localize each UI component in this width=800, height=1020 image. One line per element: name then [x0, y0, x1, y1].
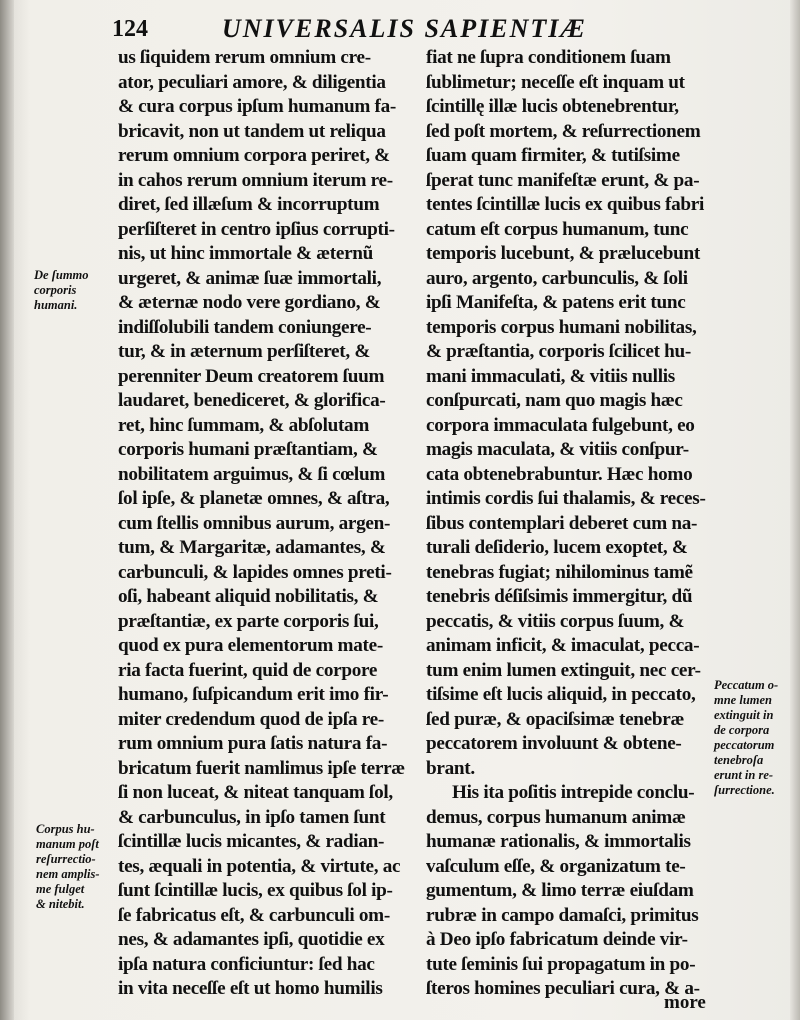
text-line: perſiſteret in centro ipſius corrupti- — [118, 218, 395, 240]
page-number: 124 — [112, 16, 148, 42]
text-line: brant. — [426, 757, 475, 779]
text-line: fiat ne ſupra conditionem ſuam — [426, 47, 671, 68]
text-line: tiſsime eſt lucis aliquid, in peccato, — [426, 684, 696, 705]
text-line: rerum omnium corpora periret, & — [118, 145, 390, 166]
margin-note-line: erunt in re- — [714, 768, 774, 782]
text-line: ſol ipſe, & planetæ omnes, & aſtra, — [118, 488, 390, 509]
margin-note-line: de corpora — [714, 723, 770, 737]
text-line: miter credendum quod de ipſa re- — [118, 708, 384, 730]
text-line: & carbunculus, in ipſo tamen ſunt — [118, 806, 386, 828]
text-line: & præſtantia, corporis ſcilicet hu- — [426, 341, 692, 362]
page-edge — [790, 0, 800, 1020]
margin-note-right-1 — [714, 678, 778, 798]
text-line: urgeret, & animæ ſuæ immortali, — [118, 267, 382, 289]
text-line: corporis humani præſtantiam, & — [118, 439, 378, 460]
text-line: ſperat tunc manifeſtæ erunt, & pa- — [426, 169, 700, 191]
text-line: rum omnium pura ſatis natura fa- — [118, 733, 388, 754]
left-text-column — [118, 46, 410, 1002]
text-line: ſed poſt mortem, & reſurrectionem — [426, 120, 701, 142]
text-line: us ſiquidem rerum omnium cre- — [118, 47, 371, 68]
text-line: quod ex pura elementorum mate- — [118, 635, 383, 656]
text-line: temporis corpus humani nobilitas, — [426, 316, 697, 338]
text-line: rubræ in campo damaſci, primitus — [426, 904, 699, 926]
margin-note-line: nem amplis- — [36, 867, 100, 881]
text-line: ſe fabricatus eſt, & carbunculi om- — [118, 904, 390, 926]
text-line: ſibus contemplari deberet cum na- — [426, 512, 698, 534]
text-line: tur, & in æternum perſiſteret, & — [118, 341, 371, 362]
margin-note-line: Corpus hu- — [36, 822, 95, 836]
text-line: & æternæ nodo vere gordiano, & — [118, 292, 381, 313]
text-line: temporis lucebunt, & prælucebunt — [426, 243, 700, 264]
text-line: tum enim lumen extinguit, nec cer- — [426, 659, 701, 681]
text-line: ſublimetur; neceſſe eſt inquam ut — [426, 71, 685, 93]
text-line: ret, hinc ſummam, & abſolutam — [118, 414, 370, 436]
text-line: & cura corpus ipſum humanum fa- — [118, 96, 397, 117]
text-line: ſcintillæ lucis micantes, & radian- — [118, 831, 385, 852]
running-title: UNIVERSALIS SAPIENTIÆ — [222, 14, 587, 43]
margin-note-line: ſurrectione. — [714, 783, 775, 797]
text-line: animam inficit, & imaculat, pecca- — [426, 635, 700, 656]
page-header — [112, 12, 712, 48]
margin-note-line: me fulget — [36, 882, 85, 896]
text-line: peccatorem involuunt & obtene- — [426, 733, 682, 754]
margin-note-line: & nitebit. — [36, 897, 85, 911]
text-line: ipſi Manifeſta, & patens erit tunc — [426, 292, 686, 313]
text-line: tute ſeminis ſui propagatum in po- — [426, 953, 696, 975]
margin-note-line: humani. — [34, 298, 78, 312]
text-line: carbunculi, & lapides omnes preti- — [118, 561, 392, 583]
text-line: ſuam quam firmiter, & tutiſsime — [426, 145, 680, 166]
text-line: mani immaculati, & vitiis nullis — [426, 365, 675, 387]
binding-gutter — [0, 0, 14, 1020]
margin-note-line: mne lumen — [714, 693, 772, 707]
text-line: indiſſolubili tandem coniungere- — [118, 316, 372, 338]
text-line: præſtantiæ, ex parte corporis ſui, — [118, 610, 379, 632]
text-line: catum eſt corpus humanum, tunc — [426, 218, 689, 240]
margin-note-left-2 — [36, 822, 100, 912]
text-line: ſi non luceat, & niteat tanquam ſol, — [118, 782, 393, 803]
text-line: corpora immaculata fulgebunt, eo — [426, 414, 695, 436]
text-line: cum ſtellis omnibus aurum, argen- — [118, 512, 391, 534]
right-text-column — [426, 46, 716, 1002]
text-line: ſcintillę illæ lucis obtenebrentur, — [426, 96, 679, 117]
text-line: bricatum fuerit namlimus ipſe terræ — [118, 757, 405, 779]
text-line: in cahos rerum omnium iterum re- — [118, 169, 393, 191]
text-line: tenebras fugiat; nihilominus tamẽ — [426, 561, 693, 583]
text-line: tes, æquali in potentia, & virtute, ac — [118, 855, 401, 877]
text-line: demus, corpus humanum animæ — [426, 806, 686, 828]
text-line: gumentum, & limo terræ eiuſdam — [426, 880, 694, 901]
text-line: in vita neceſſe eſt ut homo humilis — [118, 978, 383, 999]
text-line: vaſculum eſſe, & organizatum te- — [426, 855, 686, 877]
text-line: à Deo ipſo fabricatum deinde vir- — [426, 929, 688, 950]
text-line: ſteros homines peculiari cura, & a- — [426, 978, 700, 999]
text-line: tenebris déſiſsimis immergitur, dũ — [426, 586, 693, 607]
margin-note-line: corporis — [34, 283, 77, 297]
text-line: bricavit, non ut tandem ut reliqua — [118, 120, 386, 142]
text-line: perenniter Deum creatorem ſuum — [118, 365, 385, 387]
text-line: intimis cordis ſui thalamis, & reces- — [426, 488, 706, 509]
text-line: peccatis, & vitiis corpus ſuum, & — [426, 610, 685, 632]
text-line: nes, & adamantes ipſi, quotidie ex — [118, 929, 385, 950]
text-line: tum, & Margaritæ, adamantes, & — [118, 537, 386, 558]
margin-note-line: Peccatum o- — [714, 678, 779, 692]
margin-note-line: manum poſt — [36, 837, 99, 851]
margin-note-line: tenebroſa — [714, 753, 764, 767]
text-line: magis maculata, & vitiis conſpur- — [426, 439, 689, 460]
text-line: nobilitatem arguimus, & ſi cœlum — [118, 463, 386, 485]
text-line: nis, ut hinc immortale & æternũ — [118, 243, 374, 264]
margin-note-line: reſurrectio- — [36, 852, 96, 866]
margin-note-left-1 — [34, 268, 89, 313]
text-line: tentes ſcintillæ lucis ex quibus fabri — [426, 194, 705, 215]
text-line: ator, peculiari amore, & diligentia — [118, 71, 386, 93]
text-line: humanæ rationalis, & immortalis — [426, 831, 691, 852]
margin-note-line: De ſummo — [34, 268, 89, 282]
text-line: humano, ſuſpicandum erit imo fir- — [118, 684, 389, 705]
margin-note-line: peccatorum — [714, 738, 775, 752]
text-line: cata obtenebrabuntur. Hæc homo — [426, 463, 693, 485]
text-line: oſi, habeant aliquid nobilitatis, & — [118, 586, 379, 607]
text-line: ipſa natura conficiuntur: ſed hac — [118, 953, 375, 975]
margin-note-line: extinguit in — [714, 708, 774, 722]
text-line: His ita poſitis intrepide conclu- — [452, 782, 695, 803]
text-line: ſed puræ, & opaciſsimæ tenebræ — [426, 708, 685, 730]
text-line: auro, argento, carbunculis, & ſoli — [426, 267, 688, 289]
text-line: conſpurcati, nam quo magis hæc — [426, 390, 683, 411]
text-line: ria facta fuerint, quid de corpore — [118, 659, 378, 681]
text-line: diret, ſed illæſum & incorruptum — [118, 194, 380, 215]
text-line: turali deſiderio, lucem exoptet, & — [426, 537, 688, 558]
text-line: laudaret, benediceret, & glorifica- — [118, 390, 386, 411]
text-line: ſunt ſcintillæ lucis, ex quibus ſol ip- — [118, 880, 393, 901]
catchword: more — [664, 992, 706, 1013]
